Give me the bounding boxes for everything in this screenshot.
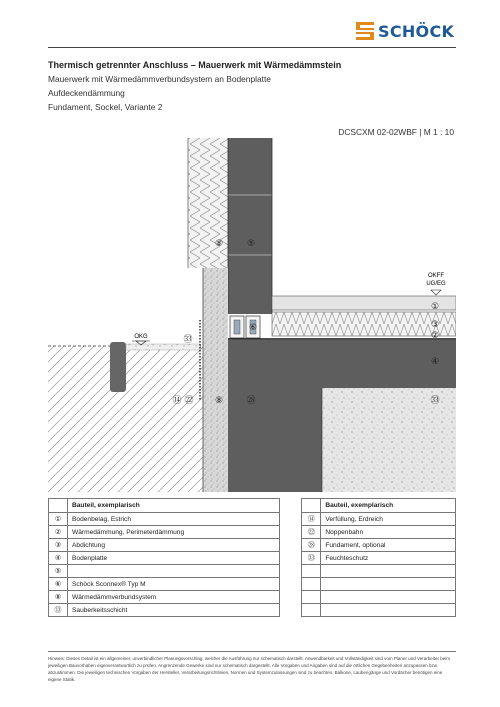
callout-28: ㉘ xyxy=(246,396,256,406)
brand-name: SCHÖCK xyxy=(378,21,455,41)
callout-8-upper: ⑧ xyxy=(214,239,224,249)
legend-row: ⑧ Wärmedämmverbundsystem xyxy=(49,591,456,604)
drawing-code-scale: DCSCXM 02-02WBF | M 1 : 10 xyxy=(338,127,454,137)
legend-right-header: Bauteil, exemplarisch xyxy=(321,499,456,513)
callout-5: ⑤ xyxy=(246,239,256,249)
callout-33-right: ㉝ xyxy=(430,396,440,406)
legend-row: ⑥ Schöck Sconnex® Typ M xyxy=(49,578,456,591)
legend-row: ④ Bodenplatte ㉝ Feuchteschutz xyxy=(49,552,456,565)
callout-2: ② xyxy=(430,331,440,341)
legend-row: ⑬ Sauberkeitsschicht xyxy=(49,604,456,617)
page-title: Thermisch getrennter Anschluss – Mauerwerk mit Wärmedämmstein xyxy=(48,60,342,70)
okff-label: OKFF xyxy=(428,273,444,279)
legend-row: ① Bodenbelag, Estrich ⑭ Verfüllung, Erdreich xyxy=(49,513,456,526)
schoeck-logo-icon xyxy=(356,22,374,40)
callout-3-upper: ③ xyxy=(430,320,440,330)
callout-22: ㉒ xyxy=(184,396,194,406)
callout-14: ⑭ xyxy=(172,396,182,406)
disclaimer-note: Hinweis: Dieses Detail ist ein allgemeiner, unverbindlicher Planungsvorschlag, welcher die Ausführung nur schematisch darstellt. Anwendbarkeit und Vollständigkeit sind vom Planer und Verarbeiter beim jeweiligen Bauvorhaben eigenverantwortlich zu prüfen. Angrenzende Gewerke sind nur schematisch dargestellt. Alle Vorgaben und Angaben sind auf die örtlichen Gegebenheiten anzupassen bzw. abzustimmen. Die jeweiligen technischen Vorgaben der Hersteller, Verarbeitungsrichtlinien, Normen und Systemzulassungen sind zu beachten. Balkone, Laubengänge und Vordächer benötigen eine eigene Statik. xyxy=(48,656,450,682)
ug-eg-label: UG/EG xyxy=(426,281,446,287)
legend-table xyxy=(48,498,456,617)
callout-4: ④ xyxy=(430,357,440,367)
subtitle-line-1: Mauerwerk mit Wärmedämmverbundsystem an Bodenplatte xyxy=(48,74,271,84)
detail-drawing xyxy=(48,138,456,492)
callout-8-lower: ⑧ xyxy=(214,396,224,406)
note-divider xyxy=(48,651,456,652)
callout-6: ⑥ xyxy=(248,323,258,333)
subtitle-line-3: Fundament, Sockel, Variante 2 xyxy=(48,102,163,112)
okg-label: OKG xyxy=(134,334,148,340)
subtitle-line-2: Aufdeckendämmung xyxy=(48,88,125,98)
legend-row: ③ Abdichtung ㉘ Fundament, optional xyxy=(49,539,456,552)
callout-1: ① xyxy=(430,302,440,312)
header-divider xyxy=(48,47,456,48)
okff-level-marker xyxy=(431,290,441,295)
legend-row: ② Wärmedämmung, Perimeterdämmung ㉒ Noppenbahn xyxy=(49,526,456,539)
legend-row: ⑤ xyxy=(49,565,456,578)
schoeck-logo xyxy=(356,22,456,40)
callout-33-left: ㉝ xyxy=(183,335,193,345)
legend-left-header: Bauteil, exemplarisch xyxy=(68,499,280,513)
